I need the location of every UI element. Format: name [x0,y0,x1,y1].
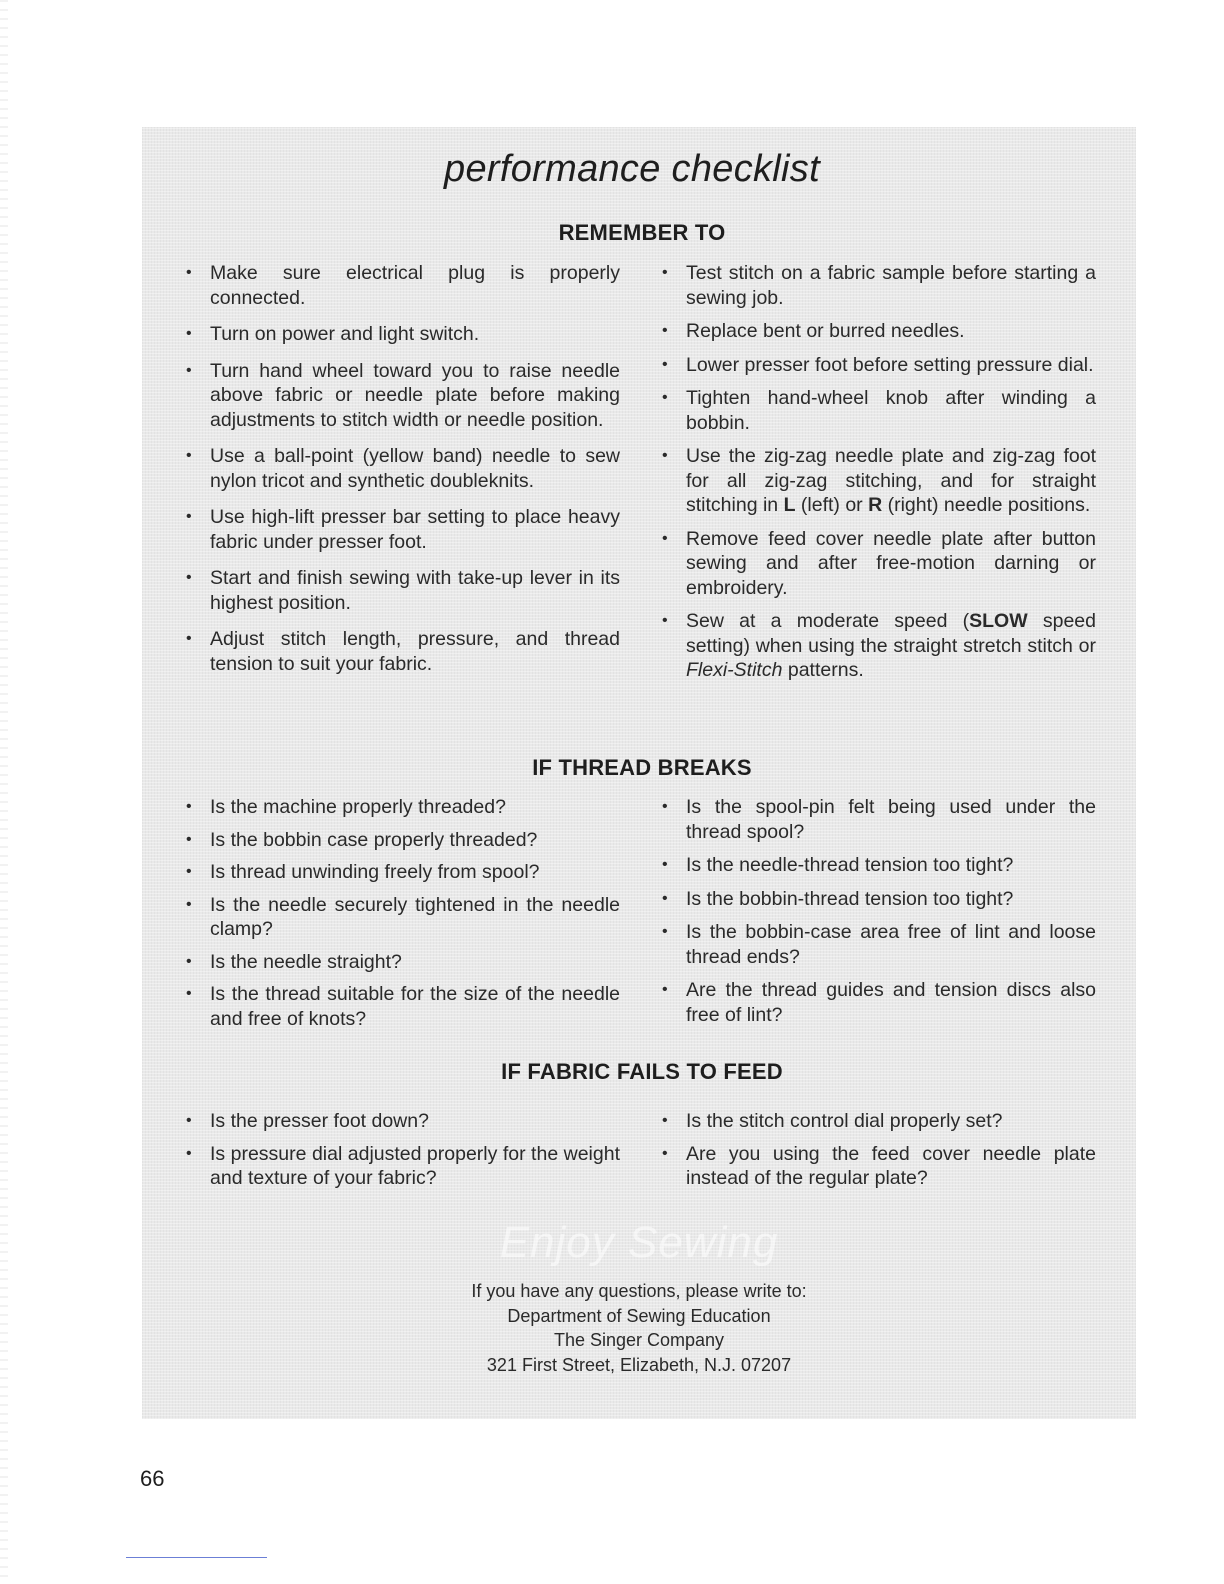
list-item: • Is the presser foot down? [186,1109,620,1134]
list-item: • Is the needle securely tightened in the needle clamp? [186,893,620,942]
scan-edge-texture [0,0,8,1584]
flexi-stitch-label: Flexi-Stitch [686,659,783,681]
list-item: • Turn hand wheel toward you to raise needle above fabric or needle plate before making adjustments to stitch width or needle position. [186,359,620,433]
list-item: • Is the needle straight? [186,950,620,975]
fabric-left-list [186,1109,620,1199]
list-item: • Is the needle-thread tension too tight? [662,853,1096,878]
list-item [662,444,1096,518]
item-text: speed setting) when using the straight stretch stitch or [686,610,1096,657]
list-item: • Are you using the feed cover needle plate instead of the regular plate? [662,1142,1096,1191]
list-item: • Is pressure dial adjusted properly for the weight and texture of your fabric? [186,1142,620,1191]
thread-right-list [662,795,1096,1036]
list-item: • Use high-lift presser bar setting to place heavy fabric under presser foot. [186,505,620,554]
contact-line: Department of Sewing Education [507,1305,771,1326]
section-heading-thread-breaks: IF THREAD BREAKS [532,755,752,780]
list-item: • Lower presser foot before setting pressure dial. [662,353,1096,378]
contact-block [142,1279,1136,1377]
list-item: • Tighten hand-wheel knob after winding a bobbin. [662,386,1096,435]
left-position-letter: L [783,494,796,516]
contact-line: The Singer Company [553,1330,725,1350]
contact-line: 321 First Street, Elizabeth, N.J. 07207 [486,1354,792,1375]
page-number: 66 [140,1466,165,1491]
list-item: • Replace bent or burred needles. [662,319,1096,344]
right-position-letter: R [868,494,883,516]
list-item: • Start and finish sewing with take-up lever in its highest position. [186,566,620,615]
thread-left-list [186,795,620,1039]
list-item: • Is the bobbin-case area free of lint and loose thread ends? [662,920,1096,969]
list-item: • Is thread unwinding freely from spool? [186,860,620,885]
list-item: • Make sure electrical plug is properly connected. [186,261,620,310]
list-item: • Is the machine properly threaded? [186,795,620,820]
contact-line: If you have any questions, please write to: [471,1281,807,1301]
list-item: • Remove feed cover needle plate after button sewing and after free-motion darning or embroidery. [662,527,1096,601]
list-item: • Are the thread guides and tension discs also free of lint? [662,978,1096,1027]
footer-rule [126,1557,267,1558]
list-item [662,609,1096,683]
item-text: Use the zig-zag needle plate and zig-zag foot for all zig-zag stitching, and for straight stitching in [686,445,1096,516]
item-text: (right) needle positions. [882,494,1091,516]
list-item: • Test stitch on a fabric sample before starting a sewing job. [662,261,1096,310]
section-heading-fabric-fails: IF FABRIC FAILS TO FEED [501,1059,783,1084]
enjoy-sewing-watermark: Enjoy Sewing [499,1218,779,1267]
item-text: Sew at a moderate speed ( [686,610,970,632]
list-item: • Is the spool-pin felt being used under the thread spool? [662,795,1096,844]
remember-left-list [186,261,620,688]
list-item: • Is the thread suitable for the size of the needle and free of knots? [186,982,620,1031]
list-item: • Turn on power and light switch. [186,322,620,347]
fabric-right-list [662,1109,1096,1199]
section-heading-remember-to: REMEMBER TO [558,220,726,245]
item-text: (left) or [795,494,869,516]
item-text: patterns. [782,659,864,681]
slow-speed-label: SLOW [969,610,1028,632]
list-item: • Is the bobbin-thread tension too tight? [662,887,1096,912]
list-item: • Is the bobbin case properly threaded? [186,828,620,853]
list-item: • Use a ball-point (yellow band) needle to sew nylon tricot and synthetic doubleknits. [186,444,620,493]
list-item: • Is the stitch control dial properly set? [662,1109,1096,1134]
list-item: • Adjust stitch length, pressure, and thread tension to suit your fabric. [186,627,620,676]
remember-right-list [662,261,1096,692]
page-title: performance checklist [444,148,820,190]
